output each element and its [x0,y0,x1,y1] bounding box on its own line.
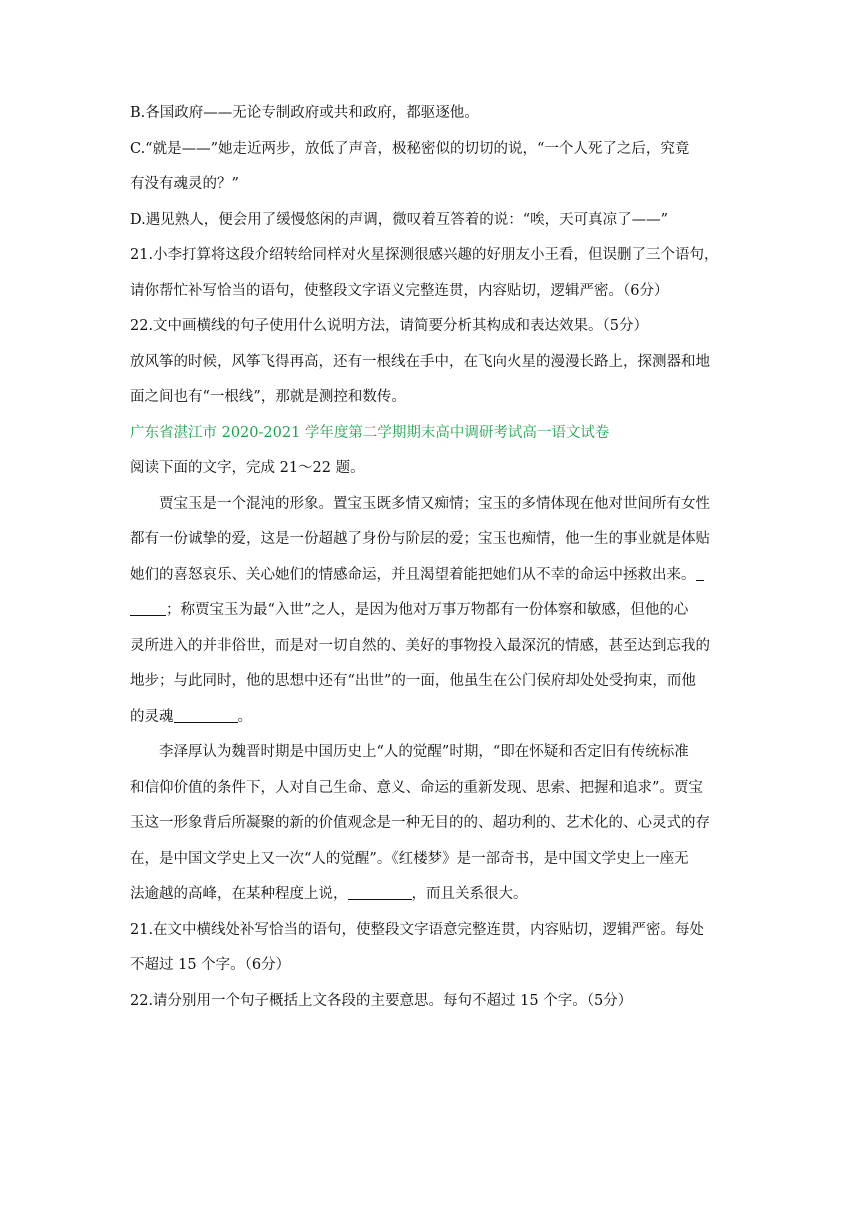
paragraph-1-line-5: 灵所进入的并非俗世，而是对一切自然的、美好的事物投入最深沉的情感，甚至达到忘我的 [130,637,710,654]
paragraph-1-line-4 [130,593,730,629]
question-22-line-1: 22.文中画横线的句子使用什么说明方法，请简要分析其构成和表达效果。（5分） [130,318,649,334]
option-b: B.各国政府——无论专制政府或共和政府，都驱逐他。 [130,105,479,121]
question-21b-line-2: 不超过 15 个字。（6分） [130,957,291,973]
answer-blank-1-start [696,566,704,581]
question-21-line-1: 21.小李打算将这段介绍转给同样对火星探测很感兴趣的好朋友小王看，但误删了三个语句， [130,247,719,263]
option-c-line-1: C.“就是——”她走近两步，放低了声音，极秘密似的切切的说，“一个人死了之后，究竟 [130,140,690,157]
paragraph-1-line-3-text: 她们的喜怒哀乐、关心她们的情感命运，并且渴望着能把她们从不幸的命运中拯救出来。 [130,566,696,583]
paragraph-1-line-1: 贾宝玉是一个混沌的形象。置宝玉既多情又痴情；宝玉的多情体现在他对世间所有女性 [159,495,710,512]
option-c-line-2: 有没有魂灵的？” [130,176,239,192]
paragraph-2-line-4: 在，是中国文学史上又一次“人的觉醒”。《红楼梦》是一部奇书，是中国文学史上一座无 [130,850,689,867]
document-page [130,96,730,1019]
question-21b-line-1: 21.在文中横线处补写恰当的语句，使整段文字语意完整连贯，内容贴切，逻辑严密。每处 [130,921,705,938]
paragraph-1-line-7 [130,700,730,736]
paragraph-2-line-3: 玉这一形象背后所凝聚的新的价值观念是一种无目的的、超功利的、艺术化的、心灵式的存 [130,815,710,831]
paragraph-1-line-7-text: 的灵魂 [130,708,174,725]
paragraph-2-line-5-end: ，而且关系很大。 [411,886,528,902]
paragraph-2-line-5 [130,877,730,913]
answer-blank-1-end [130,601,166,616]
option-d: D.遇见熟人，便会用了缓慢悠闲的声调，微叹着互答着的说：“唉，天可真凉了——” [130,211,669,228]
paragraph-1-line-6: 地步；与此同时，他的思想中还有“出世”的一面，他虽生在公门侯府却处处受拘束，而他 [130,673,696,689]
paragraph-1-line-3 [130,558,730,594]
answer-blank-2 [174,708,238,723]
instruction: 阅读下面的文字，完成 21～22 题。 [130,460,365,476]
question-22b-line-1: 22.请分别用一个句子概括上文各段的主要意思。每句不超过 15 个字。（5分） [130,992,633,1009]
paragraph-1-line-4-text: ；称贾宝玉为最“入世”之人，是因为他对万事万物都有一份体察和敏感，但他的心 [166,602,689,618]
section-heading: 广东省湛江市 2020-2021 学年度第二学期期末高中调研考试高一语文试卷 [130,424,610,441]
kite-passage-line-1: 放风筝的时候，风筝飞得再高，还有一根线在手中，在飞向火星的漫漫长路上，探测器和地 [130,353,710,370]
question-21-line-2: 请你帮忙补写恰当的语句，使整段文字语义完整连贯，内容贴切，逻辑严密。（6分） [130,282,669,299]
answer-blank-3 [348,885,412,900]
paragraph-2-line-2: 和信仰价值的条件下，人对自己生命、意义、命运的重新发现、思索、把握和追求”。贾宝 [130,779,703,796]
paragraph-1-line-7-end: 。 [237,708,252,725]
paragraph-2-line-1: 李泽厚认为魏晋时期是中国历史上“人的觉醒”时期，“即在怀疑和否定旧有传统标准 [159,744,689,760]
kite-passage-line-2: 面之间也有“一根线”，那就是测控和数传。 [130,389,406,405]
paragraph-2-line-5-text: 法逾越的高峰，在某种程度上说， [130,886,348,902]
paragraph-1-line-2: 都有一份诚挚的爱，这是一份超越了身份与阶层的爱；宝玉也痴情，他一生的事业就是体贴 [130,531,710,547]
